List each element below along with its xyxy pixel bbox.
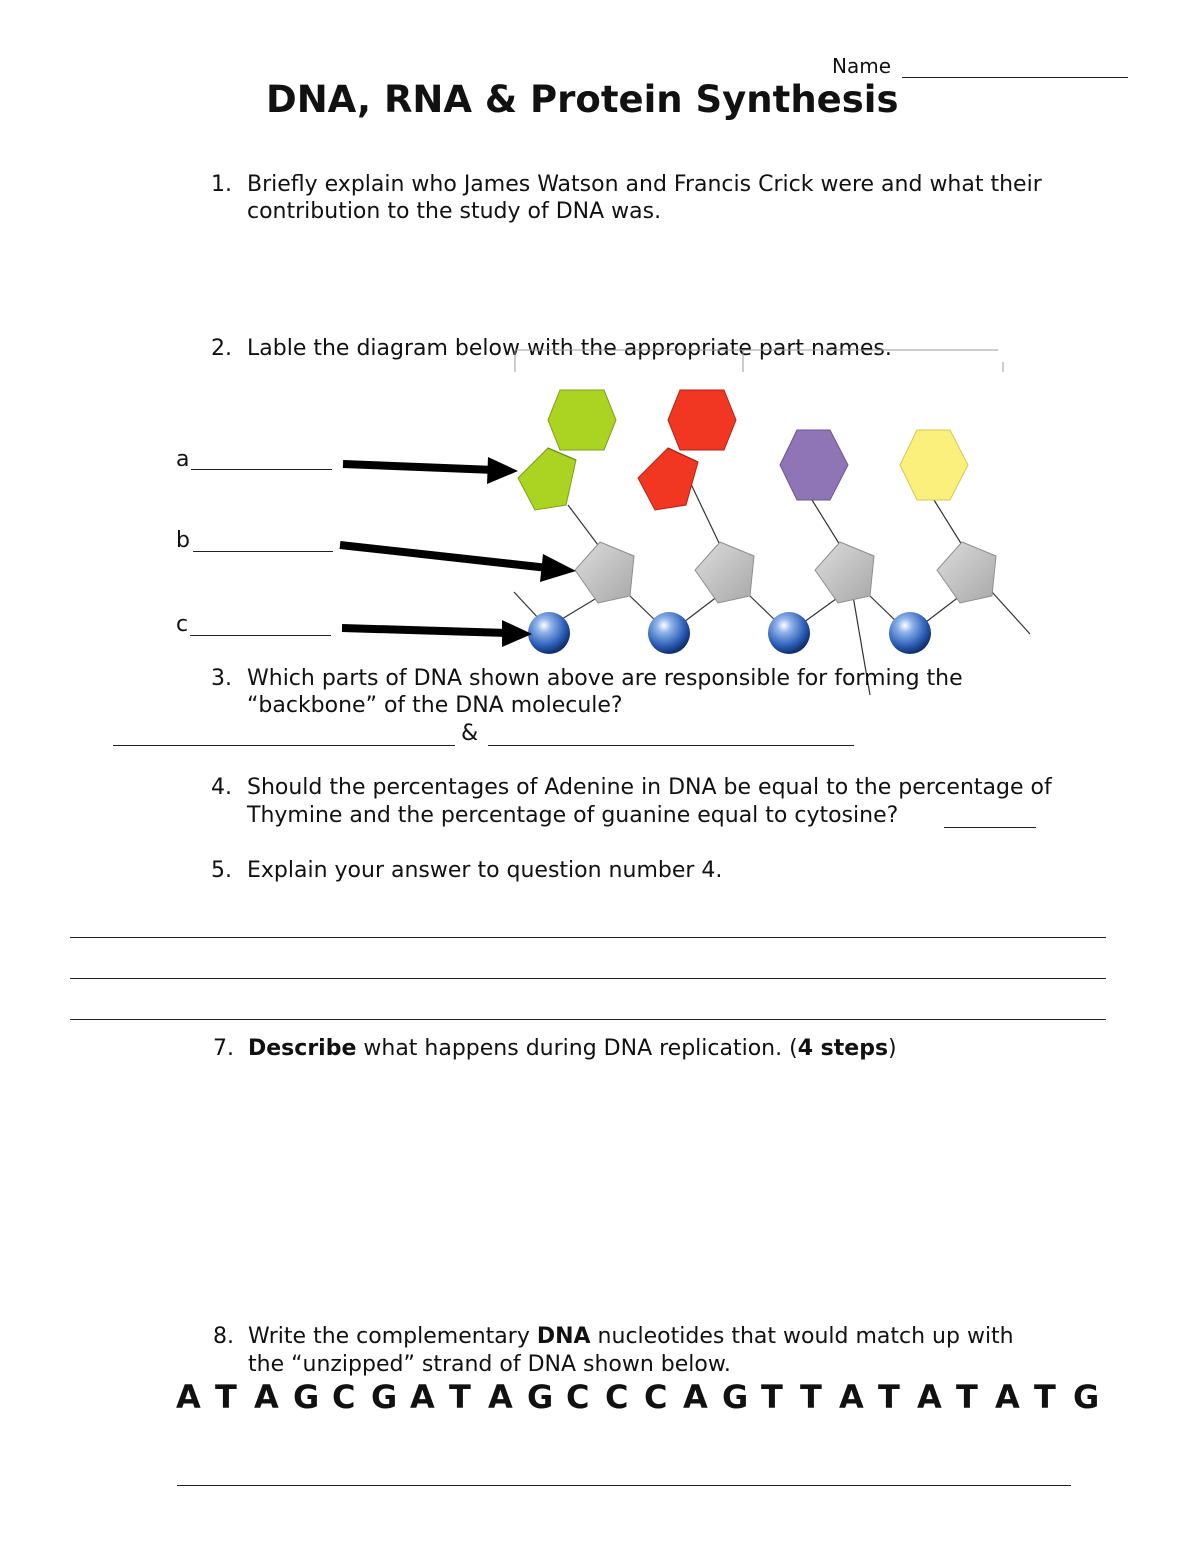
question-text: Describe what happens during DNA replication. (4 steps) (248, 1036, 897, 1061)
dna-base: G (293, 1378, 320, 1416)
answer-blank[interactable] (944, 827, 1036, 828)
question-number: 4. (211, 775, 232, 800)
dna-base: C (644, 1378, 668, 1416)
dna-base: C (605, 1378, 629, 1416)
dna-base: T (215, 1378, 237, 1416)
dna-base: A (254, 1378, 279, 1416)
dna-base: C (566, 1378, 590, 1416)
dna-base: T (449, 1378, 471, 1416)
phosphates (528, 612, 931, 654)
name-label: Name (832, 54, 892, 78)
complementary-answer-line[interactable] (177, 1485, 1071, 1486)
page-title: DNA, RNA & Protein Synthesis (266, 78, 899, 121)
question-text: Write the complementary DNA nucleotides that would match up with (248, 1324, 1014, 1349)
question-number: 3. (211, 666, 232, 691)
question-number: 2. (211, 336, 232, 361)
dna-base: G (722, 1378, 749, 1416)
question-text: Which parts of DNA shown above are responsible for forming the (247, 666, 963, 691)
question-number: 7. (213, 1036, 234, 1061)
dna-base: A (176, 1378, 201, 1416)
question-text: Should the percentages of Adenine in DNA be equal to the percentage of (247, 775, 1052, 800)
dna-base: G (371, 1378, 398, 1416)
bracket-lines (515, 350, 1003, 372)
question-text: Lable the diagram below with the appropriate part names. (247, 336, 892, 361)
question-text: Thymine and the percentage of guanine equal to cytosine? (247, 803, 899, 828)
ampersand: & (461, 721, 479, 746)
question-number: 5. (211, 858, 232, 883)
question-text: contribution to the study of DNA was. (247, 199, 662, 224)
label-a: a (176, 447, 190, 472)
question-text: Briefly explain who James Watson and Francis Crick were and what their (247, 172, 1042, 197)
purple-pyrimidine-base (780, 430, 848, 500)
dna-base: A (839, 1378, 864, 1416)
dna-base: A (488, 1378, 513, 1416)
dna-base: T (1034, 1378, 1056, 1416)
red-purine-base (638, 390, 736, 510)
dna-base: G (1073, 1378, 1100, 1416)
dna-base: A (683, 1378, 708, 1416)
dna-base: G (527, 1378, 554, 1416)
dna-base: T (878, 1378, 900, 1416)
dna-base: T (800, 1378, 822, 1416)
yellow-pyrimidine-base (900, 430, 968, 500)
dna-sequence (176, 1378, 1100, 1422)
question-text: the “unzipped” strand of DNA shown below. (248, 1352, 731, 1377)
question-text: “backbone” of the DNA molecule? (247, 693, 623, 718)
dna-base: C (332, 1378, 356, 1416)
question-number: 8. (213, 1324, 234, 1349)
green-purine-base (518, 390, 616, 510)
answer-line[interactable] (70, 937, 1106, 938)
question-number: 1. (211, 172, 232, 197)
answer-blank-right[interactable] (488, 745, 854, 746)
dna-base: T (956, 1378, 978, 1416)
dna-nucleotide-diagram (0, 0, 1200, 720)
label-c: c (176, 612, 189, 637)
question-text: Explain your answer to question number 4. (247, 858, 723, 883)
answer-blank-left[interactable] (113, 745, 455, 746)
label-b: b (176, 528, 190, 553)
answer-line[interactable] (70, 978, 1106, 979)
answer-line[interactable] (70, 1019, 1106, 1020)
dna-base: T (761, 1378, 783, 1416)
dna-base: A (917, 1378, 942, 1416)
dna-base: A (410, 1378, 435, 1416)
dna-base: A (995, 1378, 1020, 1416)
sugars (575, 542, 996, 603)
